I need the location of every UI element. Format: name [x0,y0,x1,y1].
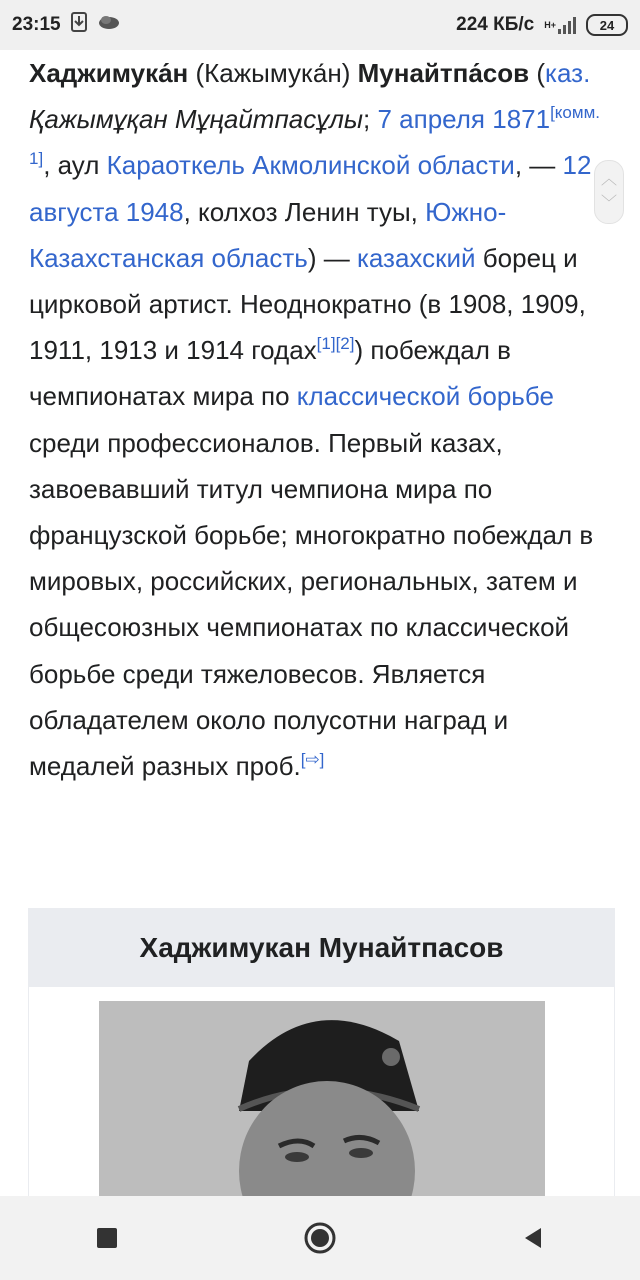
text-fragment: , — [514,150,563,181]
recents-button[interactable] [57,1196,157,1280]
text-fragment: борец и цирковой артист. Неоднократно (в 1908, 1909, 1911, 1913 и 1914 годах [29,242,586,366]
status-bar [0,0,640,50]
text-fragment: среди профессионалов. Первый казах, завоевавший титул чемпиона мира по французской борьбе; многократно побеждал в мировых, российских, региональных, затем и общесоюзных чемпионатах по классической борьбе среди тяжеловесов. Является обладателем около полусотни наград и медалей разных проб. [29,427,594,782]
chevron-down-icon: ﹀ [600,195,617,212]
reference-link-1[interactable]: [1] [316,334,336,354]
chevron-up-icon: ︿ [600,171,617,188]
comment-note-link[interactable]: [комм. 1] [29,103,600,169]
article-lead [29,50,609,789]
region-link[interactable]: Южно-Казахстанская область [29,196,507,273]
death-date-link[interactable]: 12 августа 1948 [29,150,592,227]
text-fragment: ; [363,104,371,135]
battery-level: 24 [599,17,615,33]
circle-icon [303,1221,337,1255]
text-fragment: ) побеждал в чемпионатах мира по [29,335,511,412]
jump-to-section-link[interactable]: [⇨] [300,750,325,770]
triangle-back-icon [521,1226,545,1250]
infobox [28,908,615,1208]
text-fragment: , аул [43,150,107,181]
text-fragment: , колхоз Ленин туы, [183,196,426,227]
home-button[interactable] [270,1196,370,1280]
infobox-title: Хаджимукан Мунайтпасов [29,909,614,987]
text-fragment: ( [536,58,546,88]
portrait-image [99,1001,545,1221]
article-subject-surname: Мунайтпа́сов [357,58,530,88]
kazakh-name: Қажымұқан Мұңайтпасұлы [29,104,364,135]
status-bar-left [12,12,121,38]
system-navigation-bar [0,1196,640,1280]
classical-wrestling-link[interactable]: классической борьбе [296,381,554,412]
square-icon [96,1227,118,1249]
back-button[interactable] [483,1196,583,1280]
village-link[interactable]: Караоткель Акмолинской области [106,150,515,181]
signal-strength-icon [558,16,576,34]
alternate-name: (Кажымука́н) [188,58,358,88]
battery-icon [586,14,628,36]
kazakh-people-link[interactable]: казахский [356,242,476,273]
network-speed: 224 КБ/с [456,14,535,35]
clock: 23:15 [12,14,61,35]
network-type-label: H+ [544,20,556,30]
fast-scroll-handle[interactable] [594,160,624,224]
birth-date-link[interactable]: 7 апреля 1871 [377,104,551,135]
status-bar-right [456,14,628,36]
kazakh-language-link[interactable]: каз. [545,58,591,88]
portrait-photo[interactable] [99,1001,545,1221]
reference-link-2[interactable]: [2] [335,334,355,354]
download-notification-icon [71,12,87,38]
article-subject-name: Хаджимука́н [29,58,189,88]
cloud-app-icon [97,13,121,37]
lead-paragraph [29,50,609,789]
text-fragment: ) — [307,242,357,273]
